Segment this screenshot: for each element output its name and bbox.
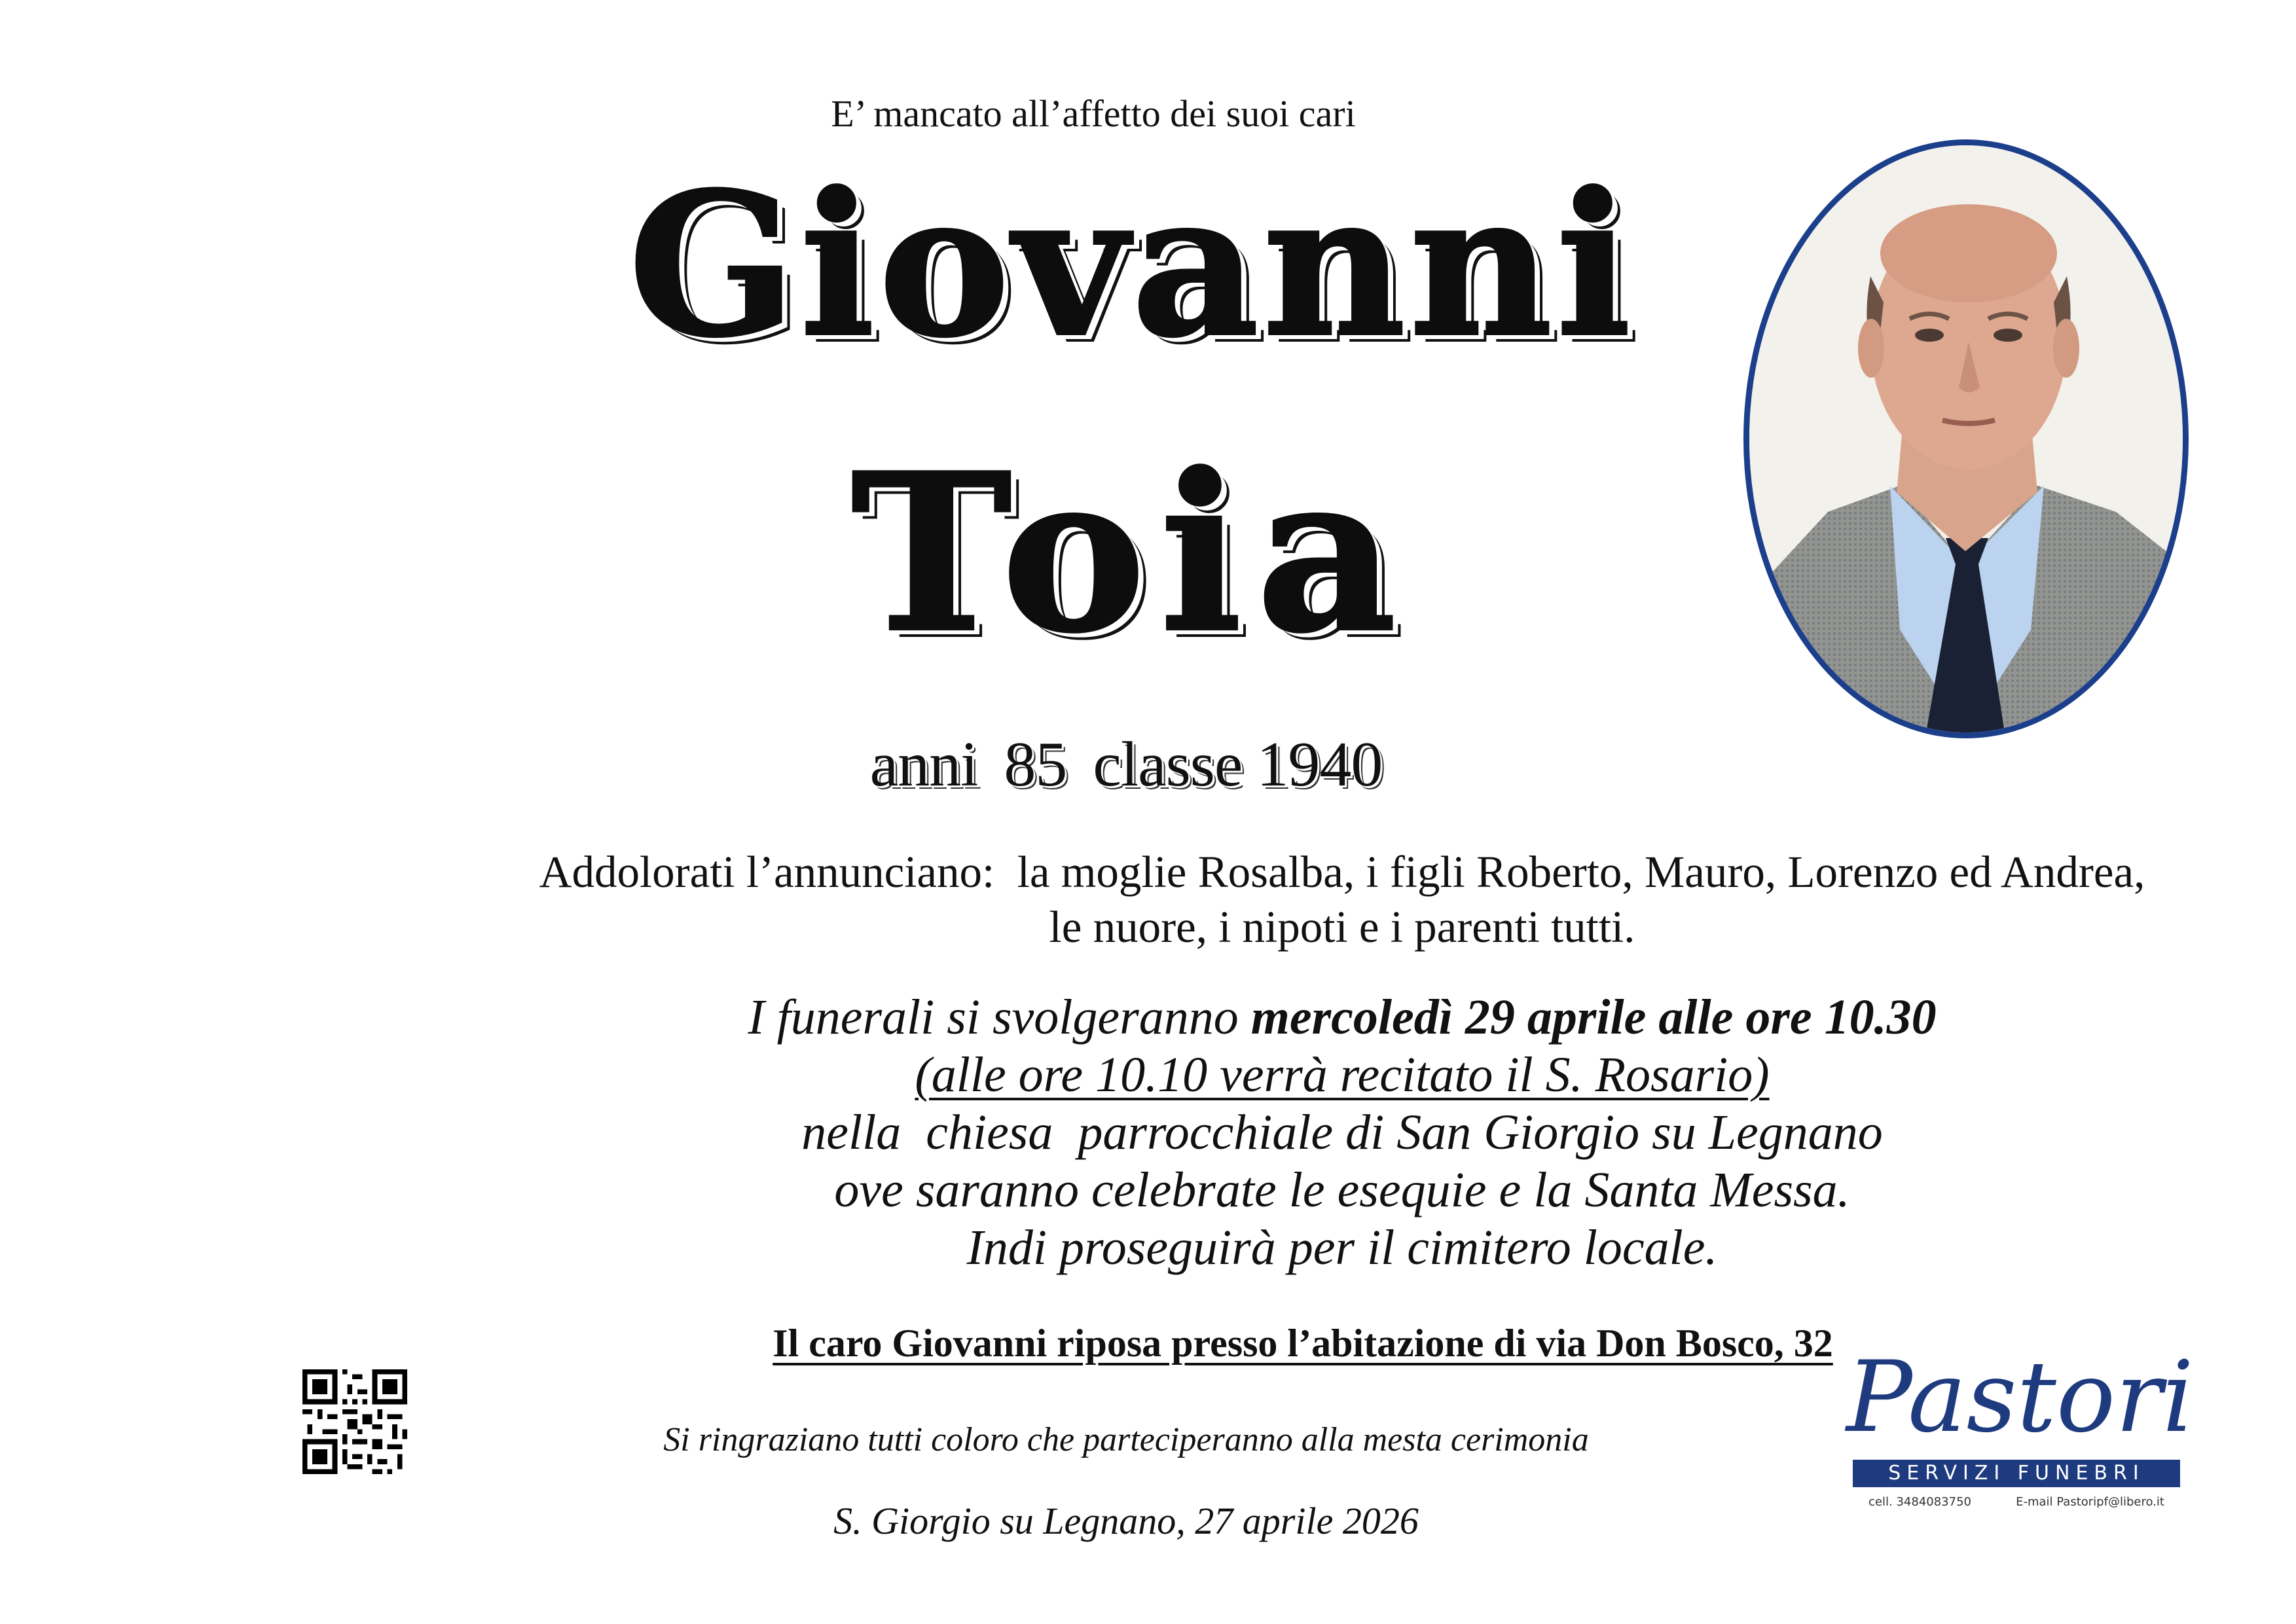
church-line: nella chiesa parrocchiale di San Giorgio su Legnano bbox=[801, 1105, 1883, 1160]
logo-phone: cell. 3484083750 bbox=[1868, 1495, 1971, 1509]
funeral-details bbox=[589, 988, 2095, 1276]
last-name: Toia bbox=[851, 426, 1411, 680]
intro-text: E’ mancato all’affetto dei suoi cari bbox=[831, 92, 1356, 135]
portrait-photo bbox=[1743, 139, 2189, 738]
cemetery-line: Indi proseguirà per il cimitero locale. bbox=[966, 1220, 1718, 1275]
class-year: 1940 bbox=[1256, 729, 1383, 800]
funeral-prefix: I funerali si svolgeranno bbox=[748, 990, 1251, 1045]
rosary-line: (alle ore 10.10 verrà recitato il S. Rosario) bbox=[915, 1047, 1770, 1102]
portrait-illustration bbox=[1749, 145, 2183, 732]
class-label: classe bbox=[1093, 729, 1243, 800]
logo-script: Pastori bbox=[1846, 1341, 2194, 1454]
age-line bbox=[786, 728, 1467, 801]
age-value: 85 bbox=[1004, 729, 1067, 800]
logo-tagline: SERVIZI FUNEBRI bbox=[1853, 1460, 2180, 1487]
resting-place: Il caro Giovanni riposa presso l’abitazione di via Don Bosco, 32 bbox=[773, 1322, 1833, 1365]
first-name: Giovanni bbox=[629, 149, 1635, 380]
funeral-date: mercoledì 29 aprile alle ore 10.30 bbox=[1250, 990, 1937, 1045]
age-label: anni bbox=[869, 729, 978, 800]
relatives-line-1: Addolorati l’annunciano: la moglie Rosalba, i figli Roberto, Mauro, Lorenzo ed Andrea, bbox=[539, 847, 2145, 897]
logo-email: E-mail Pastoripf@libero.it bbox=[2016, 1495, 2164, 1509]
relatives-line-2: le nuore, i nipoti e i parenti tutti. bbox=[1049, 902, 1635, 952]
logo-contacts bbox=[1846, 1495, 2187, 1509]
place-date: S. Giorgio su Legnano, 27 aprile 2026 bbox=[833, 1500, 1419, 1542]
thanks-text: Si ringraziano tutti coloro che parteciperanno alla mesta cerimonia bbox=[663, 1421, 1589, 1458]
pastori-logo bbox=[1846, 1341, 2194, 1519]
relatives-block bbox=[432, 844, 2252, 954]
qr-code-icon bbox=[302, 1369, 407, 1474]
rites-line: ove saranno celebrate le esequie e la Santa Messa. bbox=[834, 1163, 1850, 1218]
qr-code[interactable] bbox=[302, 1369, 407, 1474]
funeral-date-line bbox=[589, 988, 2095, 1046]
